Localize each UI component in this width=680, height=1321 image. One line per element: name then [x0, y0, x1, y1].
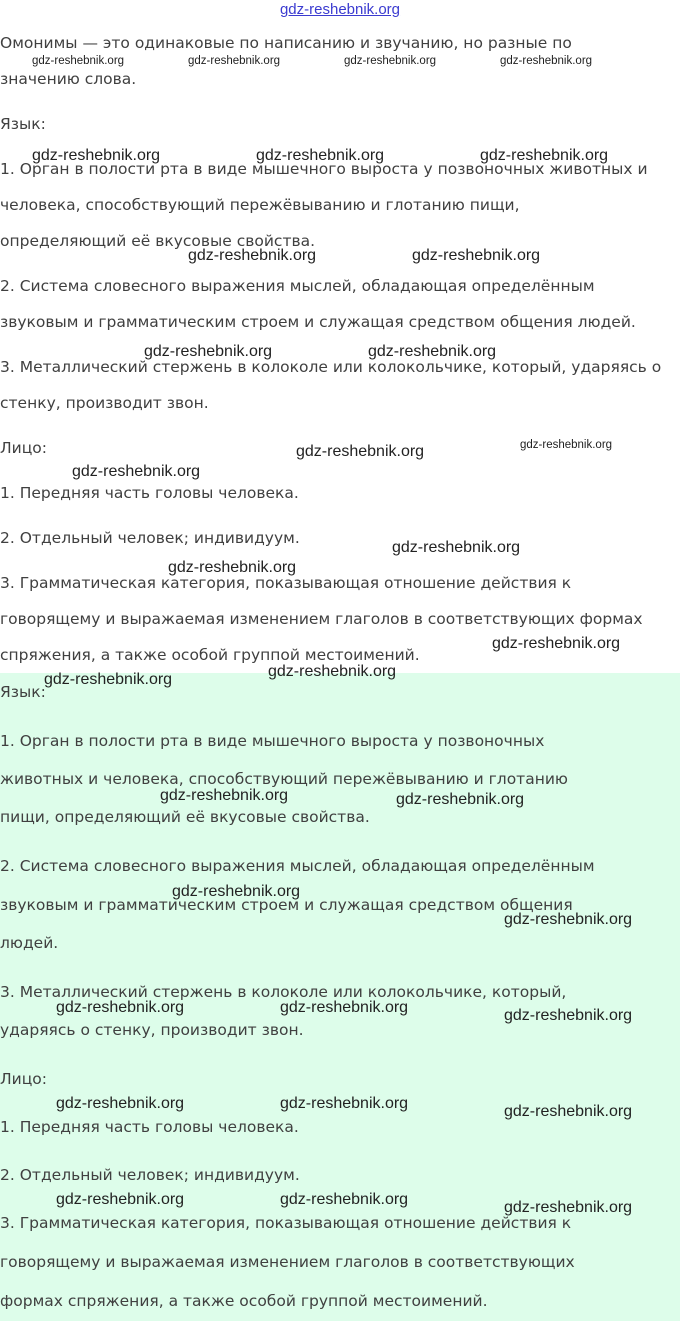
watermark: gdz-reshebnik.org: [72, 463, 201, 480]
watermark: gdz-reshebnik.org: [144, 343, 273, 360]
watermark: gdz-reshebnik.org: [280, 1191, 409, 1208]
section2-line: 2. Отдельный человек; индивидуум.: [0, 1166, 300, 1184]
watermark: gdz-reshebnik.org: [368, 343, 497, 360]
section1-line: говорящему и выражаемая изменением глаголов в соответствующих формах: [0, 610, 643, 628]
watermark: gdz-reshebnik.org: [188, 247, 317, 264]
section1-line: спряжения, а также особой группой местоимений.: [0, 646, 420, 664]
section1-line: 1. Передняя часть головы человека.: [0, 484, 299, 502]
watermark: gdz-reshebnik.org: [280, 1095, 409, 1112]
section1-line: определяющий её вкусовые свойства.: [0, 232, 316, 250]
definition-line: Омонимы — это одинаковые по написанию и звучанию, но разные по: [0, 34, 572, 52]
watermark: gdz-reshebnik.org: [256, 147, 385, 164]
section2-line: 1. Передняя часть головы человека.: [0, 1118, 299, 1136]
section1-line: человека, способствующий пережёвыванию и глотанию пищи,: [0, 196, 520, 214]
watermark: gdz-reshebnik.org: [492, 635, 621, 652]
watermark: gdz-reshebnik.org: [44, 671, 173, 688]
watermark: gdz-reshebnik.org: [168, 559, 297, 576]
section2-line: формах спряжения, а также особой группой местоимений.: [0, 1292, 488, 1310]
section1-line: 3. Металлический стержень в колоколе или колокольчике, который, ударяясь о: [0, 358, 662, 376]
section1-heading-yazyk: Язык:: [0, 115, 46, 133]
section1-line: 2. Система словесного выражения мыслей, обладающая определённым: [0, 277, 595, 295]
watermark: gdz-reshebnik.org: [32, 147, 161, 164]
watermark: gdz-reshebnik.org: [504, 1103, 633, 1120]
watermark: gdz-reshebnik.org: [480, 147, 609, 164]
watermark: gdz-reshebnik.org: [396, 791, 525, 808]
section2-line: говорящему и выражаемая изменением глаголов в соответствующих: [0, 1253, 575, 1271]
watermark: gdz-reshebnik.org: [172, 883, 301, 900]
watermark: gdz-reshebnik.org: [520, 439, 613, 451]
watermark: gdz-reshebnik.org: [500, 55, 593, 67]
watermark: gdz-reshebnik.org: [344, 55, 437, 67]
section1-line: стенку, производит звон.: [0, 394, 209, 412]
header-watermark-link[interactable]: gdz-reshebnik.org: [279, 1, 401, 18]
watermark: gdz-reshebnik.org: [504, 1007, 633, 1024]
section1-line: 3. Грамматическая категория, показывающая отношение действия к: [0, 574, 572, 592]
watermark: gdz-reshebnik.org: [504, 1199, 633, 1216]
section1-line: 1. Орган в полости рта в виде мышечного выроста у позвоночных животных и: [0, 160, 648, 178]
watermark: gdz-reshebnik.org: [296, 443, 425, 460]
section2-line: 3. Металлический стержень в колоколе или колокольчике, который,: [0, 983, 567, 1001]
section2-line: пищи, определяющий её вкусовые свойства.: [0, 808, 370, 826]
section2-line: животных и человека, способствующий пережёвыванию и глотанию: [0, 770, 568, 788]
watermark: gdz-reshebnik.org: [32, 55, 125, 67]
section2-line: ударяясь о стенку, производит звон.: [0, 1021, 304, 1039]
definition-line: значению слова.: [0, 70, 137, 88]
section2-line: людей.: [0, 934, 59, 952]
section2-line: 1. Орган в полости рта в виде мышечного выроста у позвоночных: [0, 732, 545, 750]
watermark: gdz-reshebnik.org: [188, 55, 281, 67]
section2-heading-litso: Лицо:: [0, 1070, 47, 1088]
section1-heading-litso: Лицо:: [0, 439, 47, 457]
section2-line: звуковым и грамматическим строем и служащая средством общения: [0, 896, 573, 914]
section2-heading-yazyk: Язык:: [0, 683, 46, 701]
watermark: gdz-reshebnik.org: [280, 999, 409, 1016]
section2-line: 3. Грамматическая категория, показывающая отношение действия к: [0, 1214, 572, 1232]
watermark: gdz-reshebnik.org: [504, 911, 633, 928]
watermark: gdz-reshebnik.org: [160, 787, 289, 804]
section1-line: звуковым и грамматическим строем и служащая средством общения людей.: [0, 313, 636, 331]
watermark: gdz-reshebnik.org: [56, 999, 185, 1016]
watermark: gdz-reshebnik.org: [56, 1191, 185, 1208]
section1-line: 2. Отдельный человек; индивидуум.: [0, 529, 300, 547]
watermark: gdz-reshebnik.org: [392, 539, 521, 556]
watermark: gdz-reshebnik.org: [56, 1095, 185, 1112]
watermark: gdz-reshebnik.org: [268, 663, 397, 680]
watermark: gdz-reshebnik.org: [412, 247, 541, 264]
section2-line: 2. Система словесного выражения мыслей, обладающая определённым: [0, 857, 595, 875]
